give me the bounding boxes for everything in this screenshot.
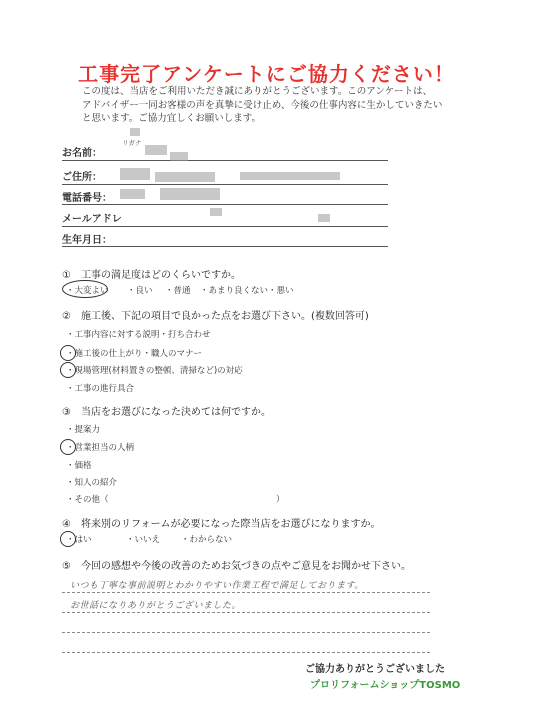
q1-option-normal[interactable]: ・普通 xyxy=(165,286,191,296)
q1-option-very-good[interactable]: ・大変よい xyxy=(66,286,109,296)
q1-option-good[interactable]: ・良い xyxy=(127,286,153,296)
q4-option-no[interactable]: ・いいえ xyxy=(126,535,161,545)
intro-text xyxy=(82,85,462,126)
redacted-block xyxy=(240,172,340,180)
comment-line xyxy=(62,612,430,613)
q2-option-progress[interactable]: ・工事の進行具合 xyxy=(66,384,135,394)
shop-name: プロリフォームショップTOSMO xyxy=(310,680,461,691)
q3-option-proposal[interactable]: ・提案力 xyxy=(66,425,101,435)
address-field-line[interactable] xyxy=(62,184,388,185)
q1-option-not-good[interactable]: ・あまり良くない xyxy=(200,286,269,296)
question-4: ④ 将来別のリフォームが必要になった際当店をお選びになりますか。 xyxy=(62,519,381,530)
question-5: ⑤ 今回の感想や今後の改善のためお気づきの点やご意見をお聞かせ下さい。 xyxy=(62,561,411,572)
q2-option-site-management[interactable]: ・現場管理(材料置きの整頓、清掃など)の対応 xyxy=(66,366,243,376)
comment-line xyxy=(62,632,430,633)
q3-other-close-paren: ） xyxy=(276,495,285,505)
furigana-label: リガナ xyxy=(122,139,142,147)
redacted-block xyxy=(210,208,222,216)
q3-option-sales-rep[interactable]: ・営業担当の人柄 xyxy=(66,443,135,453)
redacted-block xyxy=(130,128,140,136)
address-label: ご住所： xyxy=(62,172,102,183)
q2-option-finish[interactable]: ・施工後の仕上がり・職人のマナー xyxy=(66,349,203,359)
comment-line xyxy=(62,592,430,593)
redacted-block xyxy=(120,189,145,199)
q4-option-dont-know[interactable]: ・わからない xyxy=(181,535,233,545)
q1-option-bad[interactable]: ・悪い xyxy=(268,286,294,296)
q3-option-referral[interactable]: ・知人の紹介 xyxy=(66,478,118,488)
thanks-message: ご協力ありがとうございました xyxy=(305,664,445,675)
name-field-line[interactable] xyxy=(62,160,388,161)
redacted-block xyxy=(170,152,188,161)
handwritten-answer-line-2: お世話になりありがとうございました。 xyxy=(70,601,242,611)
q2-option-explanation[interactable]: ・工事内容に対する説明・打ち合わせ xyxy=(66,330,211,340)
phone-label: 電話番号： xyxy=(62,193,112,204)
email-label: メールアドレ xyxy=(62,214,122,225)
question-2: ② 施工後、下記の項目で良かった点をお選び下さい。(複数回答可) xyxy=(62,311,369,322)
redacted-block xyxy=(160,188,220,200)
redacted-block xyxy=(318,214,330,222)
redacted-block xyxy=(120,168,150,180)
handwritten-answer-line-1: いつも丁寧な事前説明とわかりやすい作業工程で満足しております。 xyxy=(70,581,364,591)
q4-option-yes[interactable]: ・はい xyxy=(66,535,92,545)
redacted-block xyxy=(155,172,215,182)
name-label: お名前： xyxy=(62,148,102,159)
question-3: ③ 当店をお選びになった決めては何ですか。 xyxy=(62,407,271,418)
birthday-label: 生年月日： xyxy=(62,235,112,246)
phone-field-line[interactable] xyxy=(62,204,388,205)
redacted-block xyxy=(145,145,167,155)
intro-line: アドバイザー一同お客様の声を真摯に受け止め、今後の仕事内容に生かしていきたい xyxy=(82,99,443,111)
intro-line: と思います。ご協力宜しくお願いします。 xyxy=(82,113,261,124)
intro-line: この度は、当店をご利用いただき誠にありがとうございます。このアンケートは、 xyxy=(82,86,433,97)
question-1: ① 工事の満足度はどのくらいですか。 xyxy=(62,270,241,281)
comment-line xyxy=(62,652,430,653)
birthday-field-line[interactable] xyxy=(62,246,388,247)
q3-option-other[interactable]: ・その他（ xyxy=(66,495,109,505)
q3-option-price[interactable]: ・価格 xyxy=(66,461,92,471)
survey-title: 工事完了アンケートにご協力ください！ xyxy=(78,62,455,86)
email-field-line[interactable] xyxy=(62,226,388,227)
